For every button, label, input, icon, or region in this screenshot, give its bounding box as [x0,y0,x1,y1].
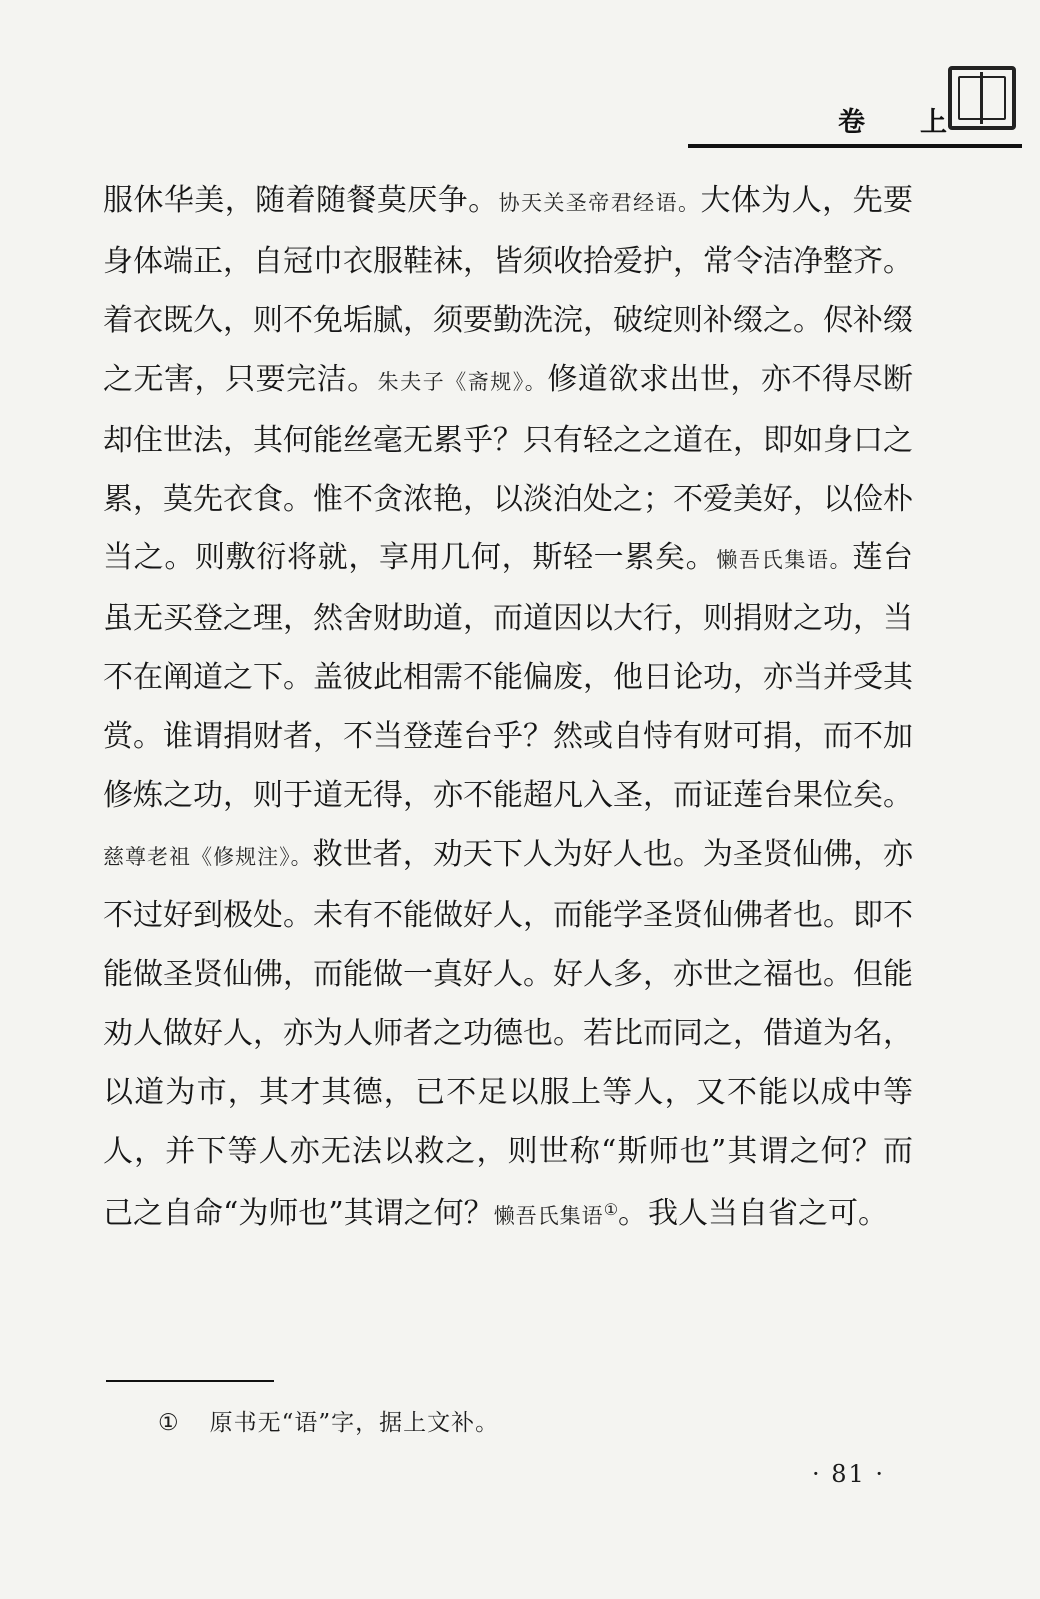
source-citation: 懒吾氏集语 [493,1204,604,1229]
seal-stamp-icon [948,66,1016,130]
footnote-marker: ① [158,1410,180,1436]
text-segment: 。我人当自省之可。 [618,1196,889,1232]
source-citation: 协天关圣帝君经语。 [498,191,701,215]
source-citation: 朱夫子《斋规》。 [377,369,548,394]
page-number: · 81 · [812,1460,886,1488]
source-citation: 懒吾氏集语。 [716,548,853,573]
header-rule [688,144,1022,148]
body-text [103,172,913,1246]
text-segment: 修道欲求出世，亦不得尽断却住世法，其何能丝毫无累乎？只有轻之之道在，即如身口之累，莫先衣食。惟不贪浓艳，以淡泊处之；不爱美好，以俭朴当之。则敷衍将就，享用几何，斯轻一累矣。 [103,361,914,576]
text-segment: 莲台虽无买登之理，然舍财助道，而道因以大行，则捐财之功，当不在阐道之下。盖彼此相需不能偏废，他日论功，亦当并受其赏。谁谓捐财者，不当登莲台乎？然或自恃有财可捐，而不加修炼之功，则于道无得，亦不能超凡入圣，而证莲台果位矣。 [103,540,914,814]
text-segment: 服休华美，随着随餐莫厌争。 [103,183,499,218]
source-citation: 慈尊老祖《修规注》。 [103,844,313,869]
running-header: 卷 上 [838,107,961,138]
footnote-reference[interactable]: ① [603,1200,619,1220]
footnote-rule [106,1380,274,1382]
text-segment: 大体为人，先要身体端正，自冠巾衣服鞋袜，皆须收拾爱护，常令洁净整齐。着衣既久，则不免垢腻，须要勤洗浣，破绽则补缀之。侭补缀之无害，只要完洁。 [103,183,914,397]
footnote-text: 原书无“语”字，据上文补。 [209,1410,500,1436]
text-segment: 救世者，劝天下人为好人也。为圣贤仙佛，亦不过好到极处。未有不能做好人，而能学圣贤仙佛者也。即不能做圣贤仙佛，而能做一真好人。好人多，亦世之福也。但能劝人做好人，亦为人师者之功德也。若比而同之，借道为名，以道为市，其才其德，已不足以服上等人，又不能以成中等人，并下等人亦无法以救之，则世称“斯师也”其谓之何？而己之自命“为师也”其谓之何？ [103,836,913,1232]
footnote [158,1404,499,1437]
